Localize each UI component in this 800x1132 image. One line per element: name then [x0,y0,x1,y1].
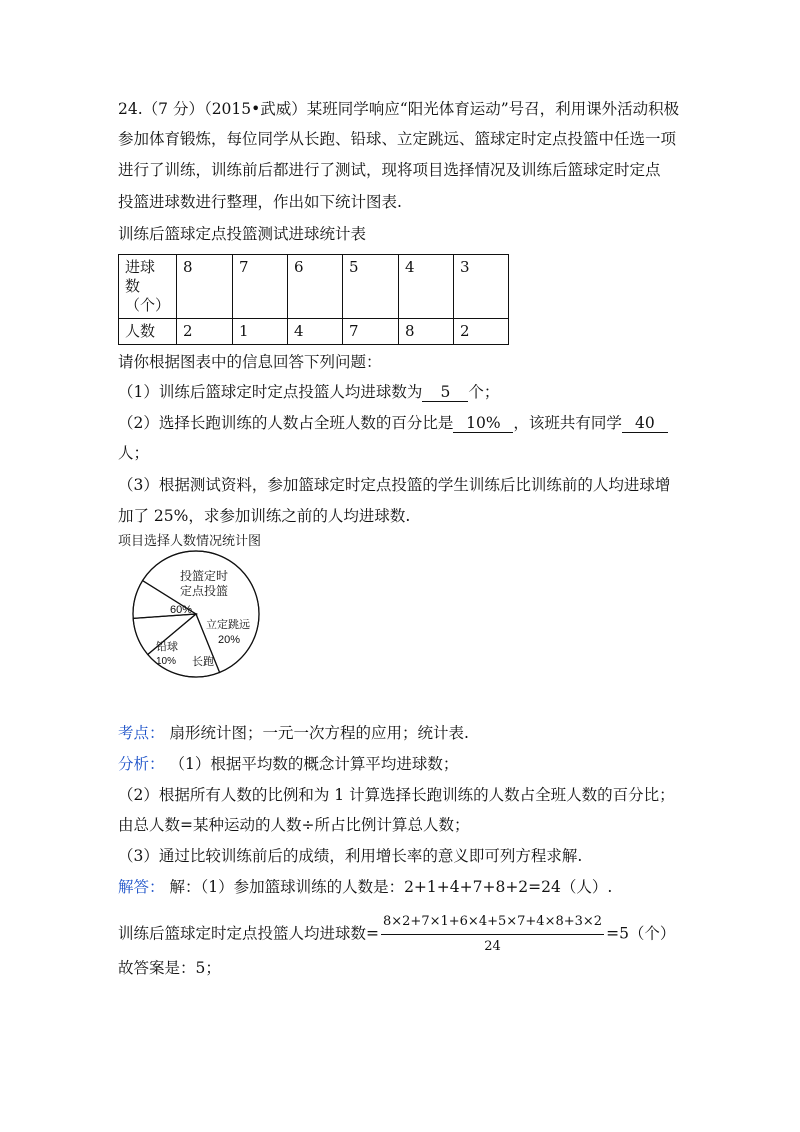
pie-label: 定点投篮 [180,584,229,598]
fraction [381,911,604,958]
question-1 [118,382,499,402]
pie-value: 60% [170,604,193,616]
table-header-line: 数 [125,277,141,295]
table-cell: 6 [288,255,343,319]
problem-line-1: 24.（7 分）（2015•武威）某班同学响应“阳光体育运动”号召，利用课外活动积极 [118,100,680,118]
table-cell: 4 [288,319,343,345]
jieda [118,877,612,897]
question-1-suffix: 个； [468,383,500,401]
table-header-people: 人数 [119,319,177,345]
fenxi-text: （1）根据平均数的概念计算平均进球数； [169,755,459,773]
average-prefix: 训练后篮球定时定点投篮人均进球数= [118,924,379,943]
pie-label: 长跑 [192,656,214,668]
table-header-goals [119,255,177,319]
answer-blank: 10% [453,414,513,433]
question-2-text: （2）选择长跑训练的人数占全班人数的百分比是 [118,414,454,432]
table-cell: 8 [177,255,233,319]
question-prompt: 请你根据图表中的信息回答下列问题： [118,353,382,371]
question-3-line-2: 加了 25%，求参加训练之前的人均进球数. [118,507,411,525]
table-cell: 2 [454,319,509,345]
problem-line-2: 参加体育锻炼，每位同学从长跑、铅球、立定跳远、篮球定时定点投篮中任选一项 [118,130,677,148]
pie-label: 铅球 [156,641,178,653]
pie-label: 投篮定时 [180,569,229,583]
question-2 [118,413,668,433]
answer-line: 故答案是：5； [118,959,221,977]
table-cell: 2 [177,319,233,345]
answer-blank: 5 [422,383,468,402]
jieda-label: 解答： [118,878,165,896]
table-cell: 1 [233,319,288,345]
table-title: 训练后篮球定点投篮测试进球统计表 [118,225,367,243]
answer-blank: 40 [622,414,668,433]
question-2-end: 人； [118,444,150,462]
question-2-mid: ，该班共有同学 [513,414,622,432]
table-cell: 8 [399,319,454,345]
pie-chart-title: 项目选择人数情况统计图 [118,534,262,549]
pie-chart [118,548,278,684]
pie-value: 10% [156,656,177,667]
average-suffix: =5（个） [606,924,676,943]
table-row [119,255,509,319]
question-3-line-1: （3）根据测试资料，参加篮球定时定点投篮的学生训练后比训练前的人均进球增 [118,476,671,494]
kaodian-text: 扇形统计图；一元一次方程的应用；统计表. [169,724,469,742]
pie-value: 20% [218,634,241,646]
fenxi-line-4: （3）通过比较训练前后的成绩，利用增长率的意义即可列方程求解. [118,847,583,865]
kaodian [118,723,469,743]
table-header-line: 进球 [125,258,156,276]
question-1-text: （1）训练后篮球定时定点投篮人均进球数为 [118,383,423,401]
table-row [119,319,509,345]
table-header-line: （个） [125,296,171,314]
fraction-numerator: 8×2+7×1+6×4+5×7+4×8+3×2 [381,911,604,935]
table-cell: 7 [343,319,399,345]
average-equation [118,911,675,958]
fraction-denominator: 24 [484,939,501,954]
kaodian-label: 考点： [118,724,165,742]
stats-table [118,254,509,345]
pie-label: 立定跳远 [206,619,250,631]
table-cell: 4 [399,255,454,319]
fenxi-line-2: （2）根据所有人数的比例和为 1 计算选择长跑训练的人数占全班人数的百分比； [118,786,675,804]
table-cell: 3 [454,255,509,319]
fenxi-line-3: 由总人数=某种运动的人数÷所占比例计算总人数； [118,816,470,834]
table-cell: 5 [343,255,399,319]
fenxi [118,754,458,774]
problem-line-4: 投篮进球数进行整理，作出如下统计图表. [118,193,402,211]
table-cell: 7 [233,255,288,319]
problem-line-3: 进行了训练，训练前后都进行了测试，现将项目选择情况及训练后篮球定时定点 [118,161,661,179]
jieda-text: 解：（1）参加篮球训练的人数是：2+1+4+7+8+2=24（人）. [169,878,613,896]
fenxi-label: 分析： [118,755,165,773]
